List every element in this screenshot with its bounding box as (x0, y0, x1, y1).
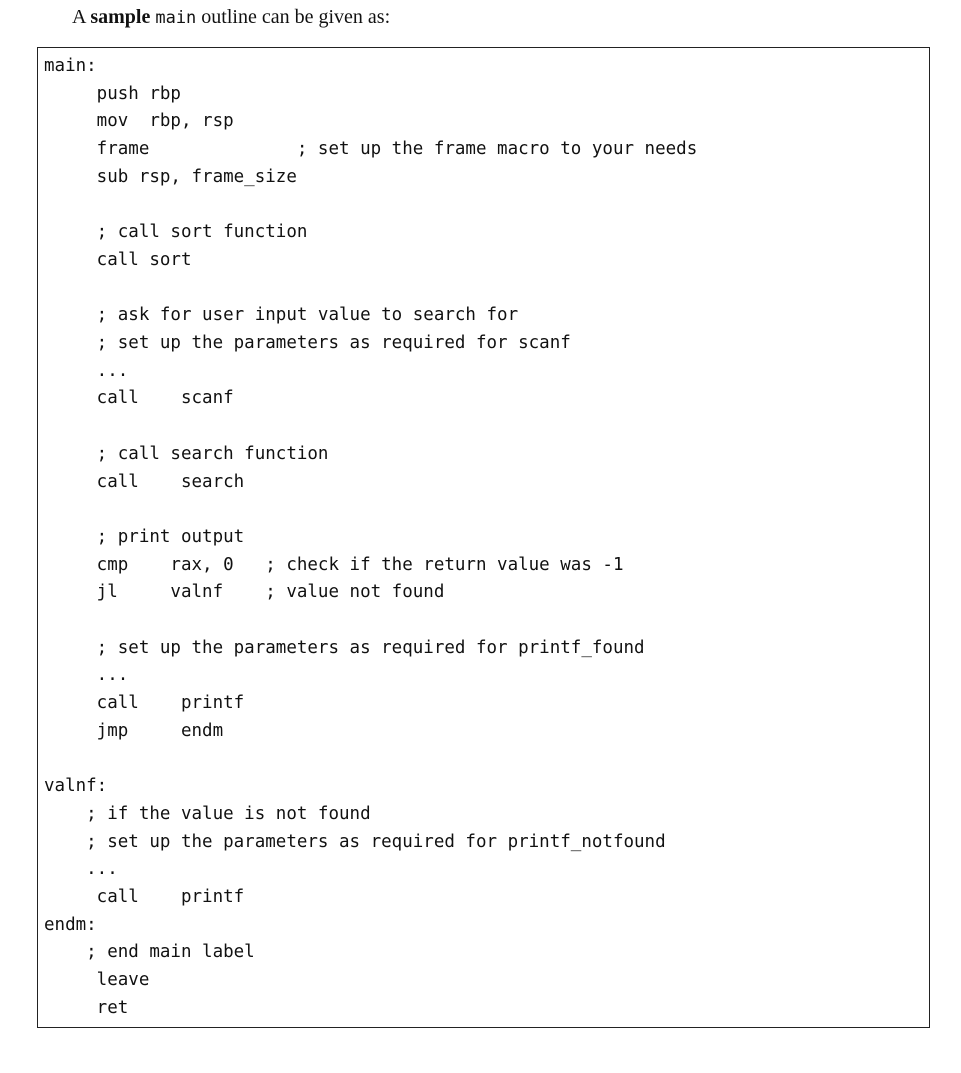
code-line: call printf (44, 693, 245, 714)
code-line: ; end main label (44, 942, 255, 963)
code-line: frame ; set up the frame macro to your needs (44, 139, 698, 160)
code-line: sub rsp, frame_size (44, 166, 297, 187)
code-line: call sort (44, 249, 192, 270)
code-line: push rbp (44, 83, 181, 104)
intro-code-word: main (155, 8, 197, 28)
code-line: ; set up the parameters as required for printf_found (44, 637, 645, 658)
code-line: ; set up the parameters as required for printf_notfound (44, 831, 666, 852)
code-line: ... (44, 665, 129, 686)
intro-suffix: outline can be given as: (196, 6, 391, 28)
code-line: jmp endm (44, 720, 224, 741)
code-line: ; ask for user input value to search for (44, 305, 519, 326)
code-line: cmp rax, 0 ; check if the return value was -1 (44, 554, 624, 575)
code-line: call printf (44, 887, 245, 907)
code-line: mov rbp, rsp (44, 111, 234, 132)
code-line: main: (44, 56, 97, 76)
code-line: jl valnf ; value not found (44, 582, 445, 603)
code-line: ... (44, 859, 118, 880)
code-line: ; call search function (44, 443, 329, 464)
intro-prefix: A (72, 6, 91, 28)
code-line: ; call sort function (44, 222, 308, 243)
intro-bold-word: sample (90, 6, 151, 28)
code-line: ; set up the parameters as required for scanf (44, 333, 571, 353)
code-line: leave (44, 970, 150, 991)
code-line: ; if the value is not found (44, 803, 371, 824)
code-line: endm: (44, 914, 97, 935)
code-line: call scanf (44, 388, 234, 409)
code-line: ret (44, 997, 129, 1018)
code-line: valnf: (44, 776, 108, 797)
code-listing (37, 47, 930, 1028)
code-line: call search (44, 471, 245, 492)
code-line: ; print output (44, 526, 245, 547)
code-line: ... (44, 360, 129, 381)
intro-sentence (72, 3, 390, 32)
